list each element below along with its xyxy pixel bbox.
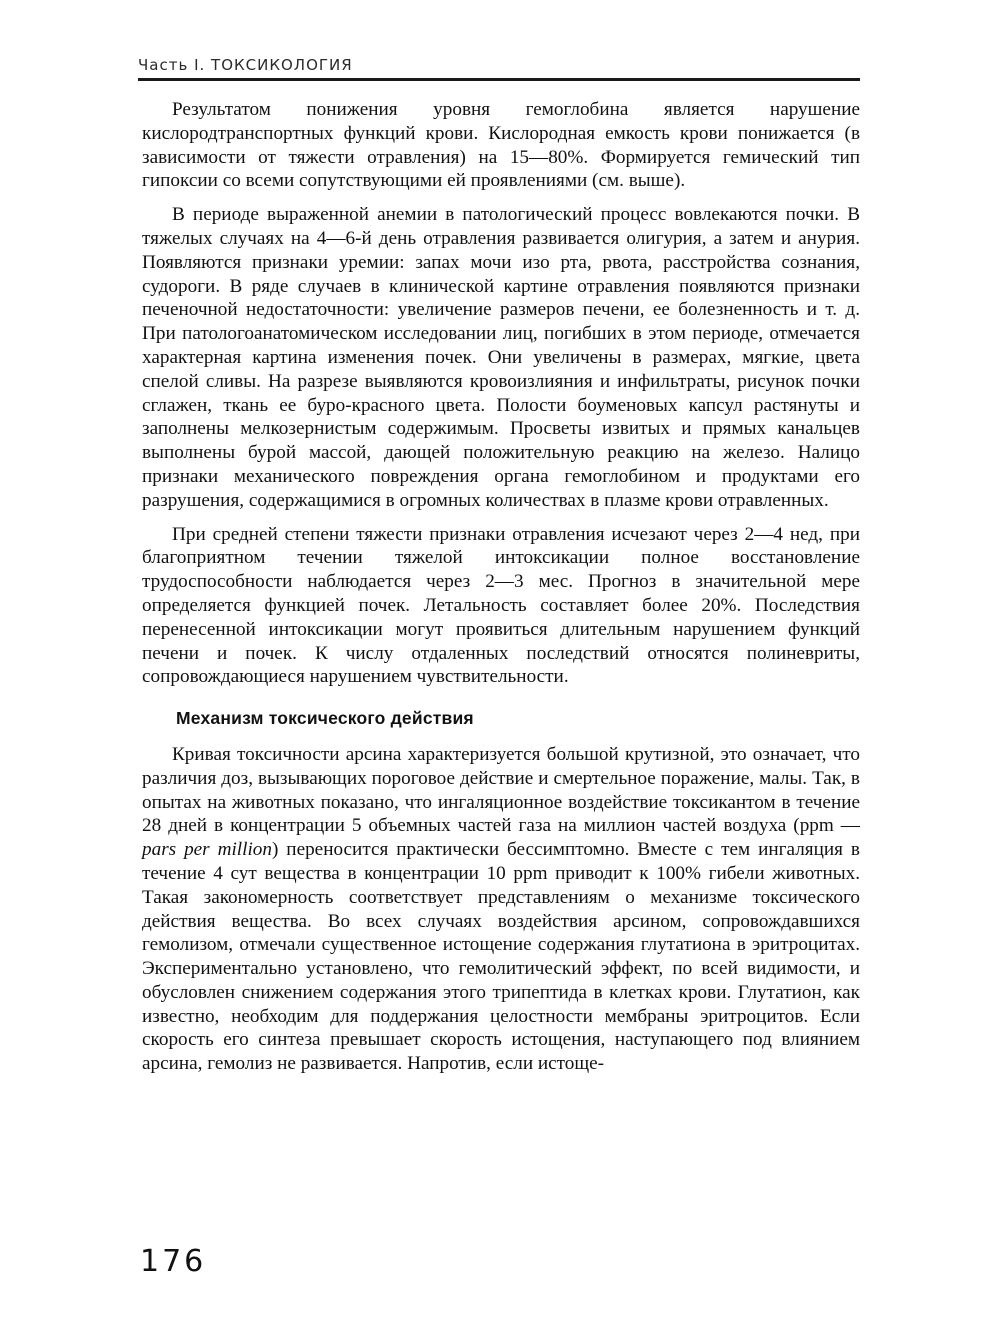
paragraph-prognosis: При средней степени тяжести признаки отравления исчезают через 2—4 нед, при благоприятном течении тяжелой интоксикации полное восстановление трудоспособности наблюдается через 2—3 мес. Прогноз в значительной мере определяется функцией почек. Летальность составляет более 20%. Последствия перенесенной интоксикации могут проявиться длительным нарушением функций печени и почек. К числу отдаленных последствий относятся полиневриты, сопровождающиеся нарушением чувствительности. — [142, 523, 860, 688]
paragraph-hemoglobin: Результатом понижения уровня гемоглобина является нарушение кислородтранспортных функций крови. Кислородная емкость крови понижается (в зависимости от тяжести отравления) на 15—80%. Формируется гемический тип гипоксии со всеми сопутствующими ей проявлениями (см. выше). — [142, 99, 860, 192]
header-rule — [138, 78, 860, 81]
paragraph-toxicity-curve: Кривая токсичности арсина характеризуется большой крутизной, это означает, что различия доз, вызывающих пороговое действие и смертельное поражение, малы. Так, в опытах на животных показано, что ингаляционное воздействие токсикантом в течение 28 дней в концентрации 5 объемных частей газа на миллион частей воздуха (ppm — pars per million) переносится практически бессимптомно. Вместе с тем ингаляция в течение 4 сут вещества в концентрации 10 ppm приводит к 100% гибели животных. Такая закономерность соответствует представлениям о механизме токсического действия вещества. Во всех случаях воздействия арсином, сопровождавшихся гемолизом, отмечали существенное истощение содержания глутатиона в эритроцитах. Экспериментально установлено, что гемолитический эффект, по всей видимости, и обусловлен снижением содержания этого трипептида в клетках крови. Глутатион, как известно, необходим для поддержания целостности мембраны эритроцитов. Если скорость его синтеза превышает скорость истощения, наступающего под влиянием арсина, гемолиз не развивается. Напротив, если истоще- — [142, 743, 860, 1075]
latin-term: pars per million — [142, 839, 272, 861]
paragraph-anemia-kidneys: В периоде выраженной анемии в патологический процесс вовлекаются почки. В тяжелых случаях на 4—6-й день отравления развивается олигурия, а затем и анурия. Появляются признаки уремии: запах мочи изо рта, рвота, расстройства сознания, судороги. В ряде случаев в клинической картине отравления появляются признаки печеночной недостаточности: увеличение размеров печени, ее болезненность и т. д. При патологоанатомическом исследовании лиц, погибших в этом периоде, отмечается характерная картина изменения почек. Они увеличены в размерах, мягкие, цвета спелой сливы. На разрезе выявляются кровоизлияния и инфильтраты, рисунок почки сглажен, ткань ее буро-красного цвета. Полости боуменовых капсул растянуты и заполнены мелкозернистым содержимым. Просветы извитых и прямых канальцев выполнены бурой массой, дающей положительную реакцию на железо. Налицо признаки механического повреждения органа гемоглобином и продуктами его разрушения, содержащимися в огромных количествах в плазме крови отравленных. — [142, 204, 860, 511]
running-head: Часть I. ТОКСИКОЛОГИЯ — [138, 56, 353, 74]
body-text — [142, 98, 860, 1076]
page-number: 176 — [140, 1244, 207, 1279]
section-heading: Механизм токсического действия — [176, 708, 474, 729]
